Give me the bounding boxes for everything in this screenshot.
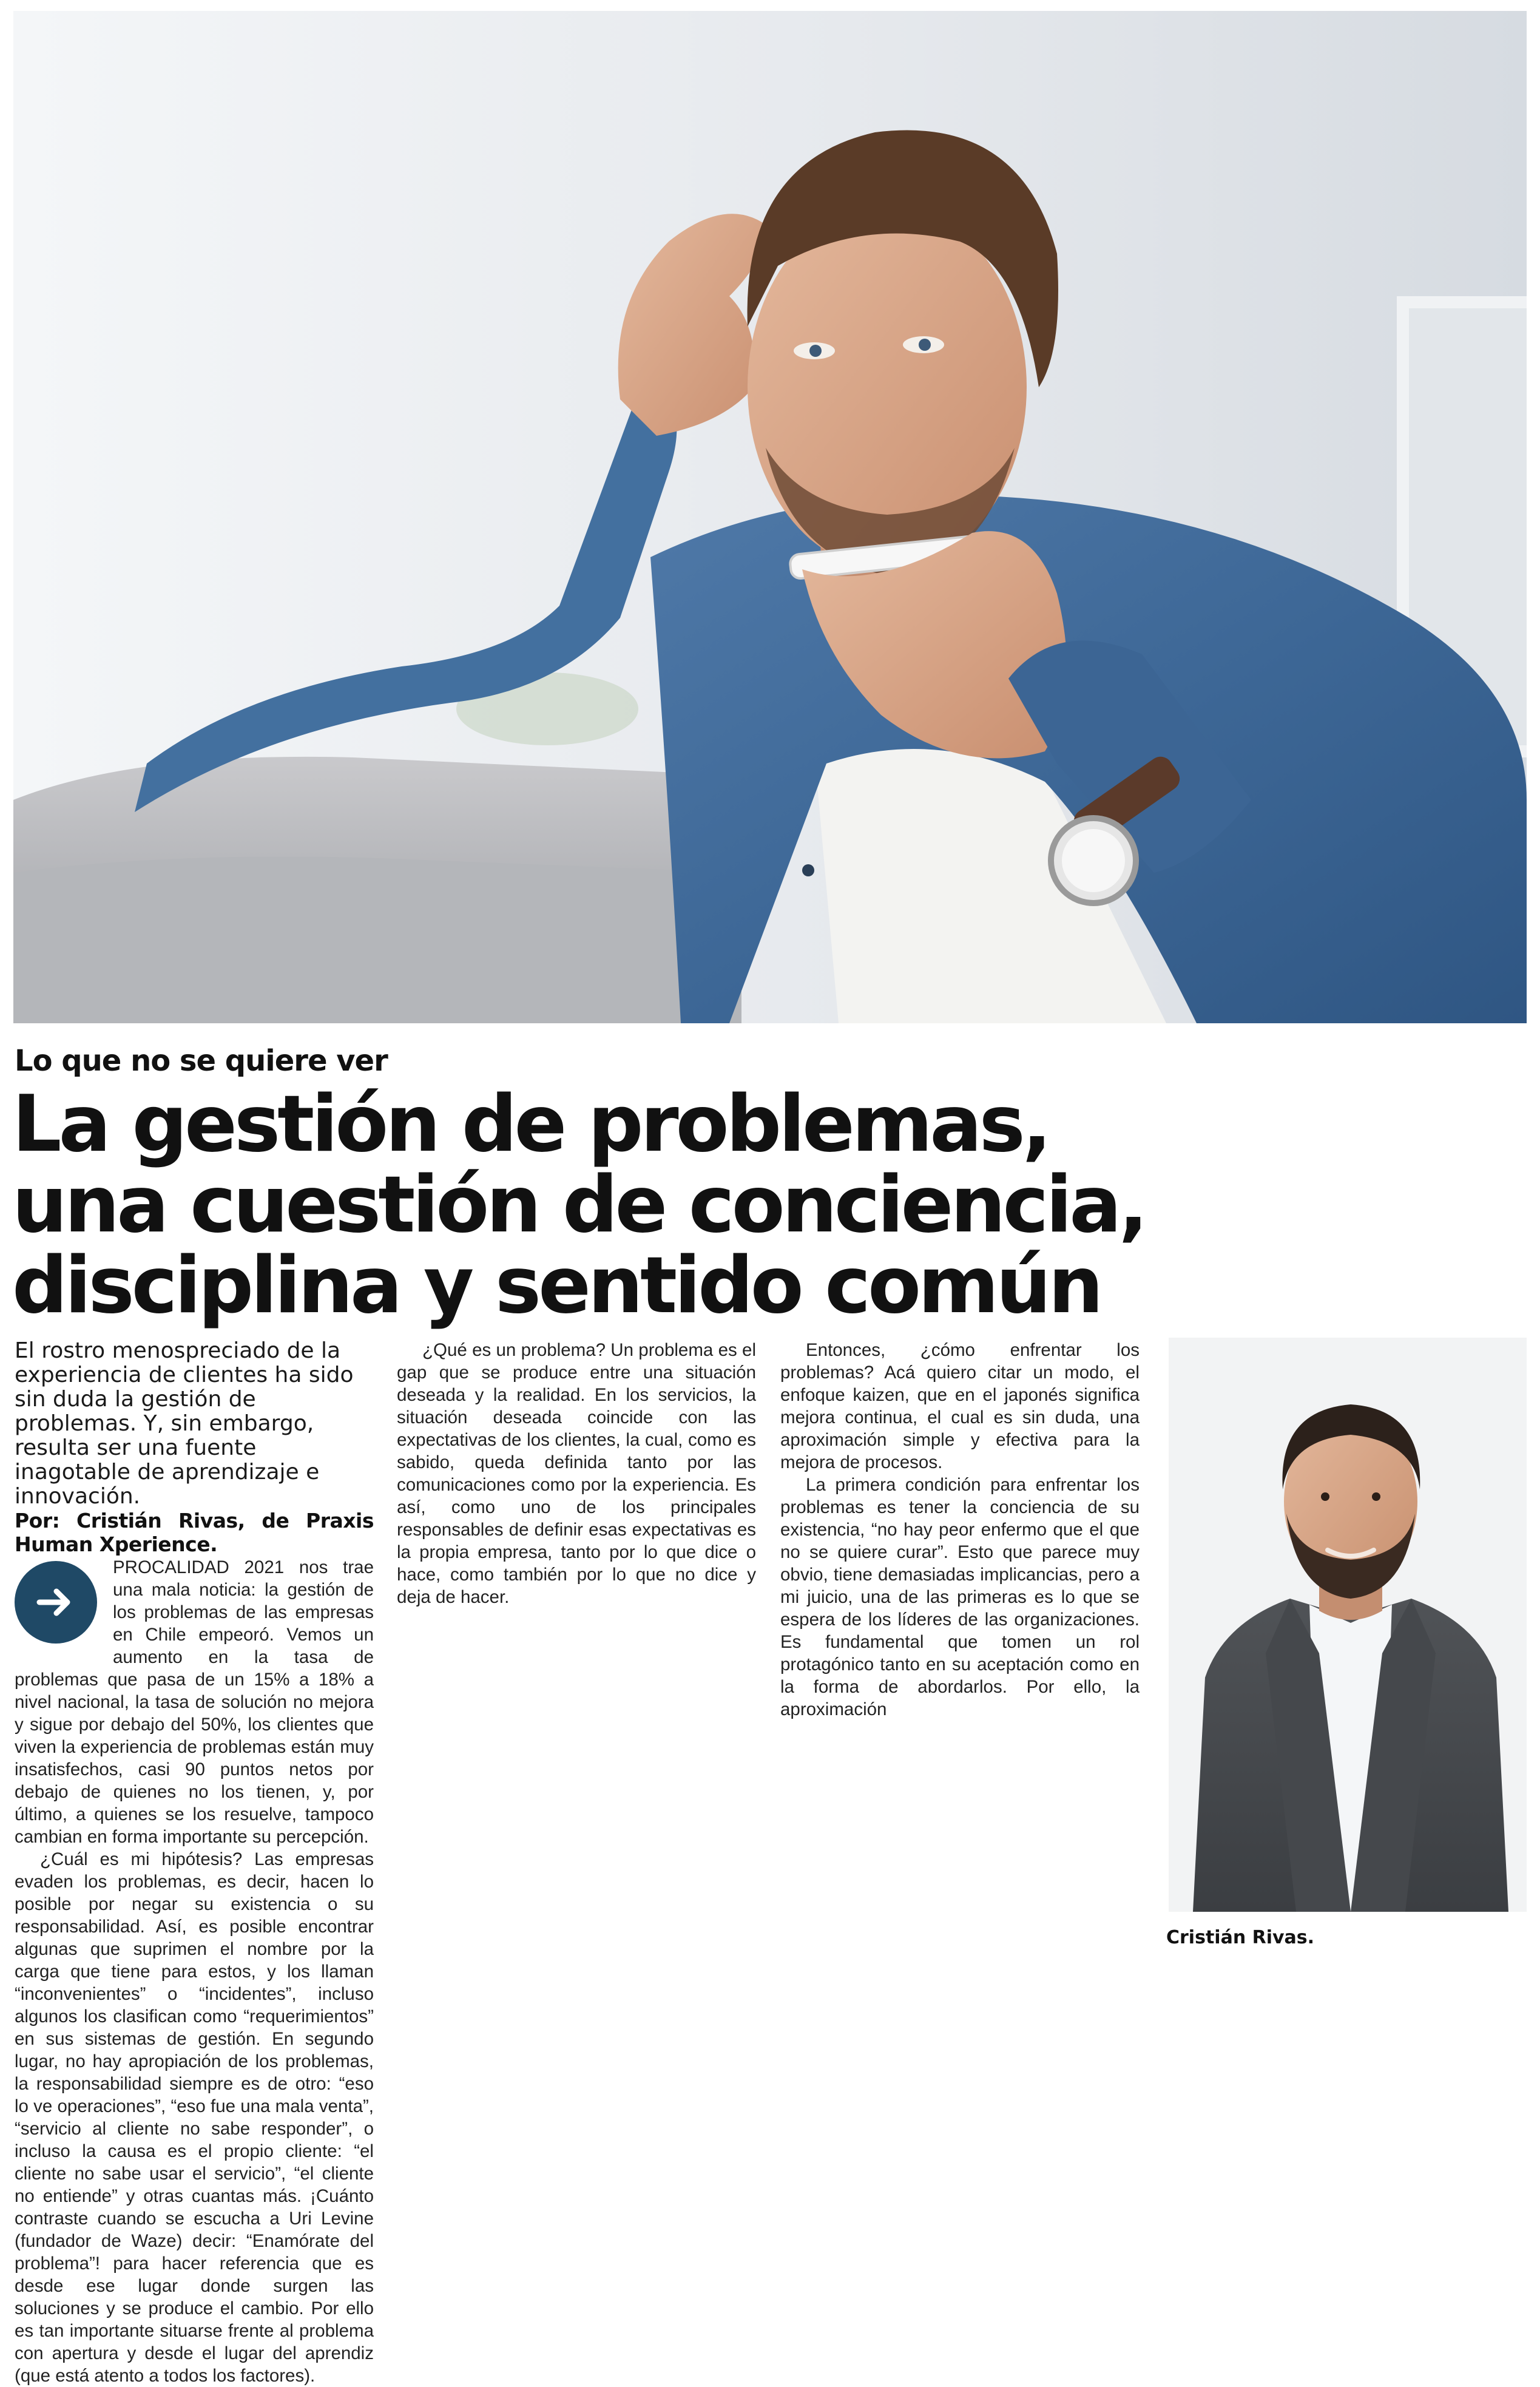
headline-line: La gestión de problemas, — [12, 1079, 1049, 1170]
article-column-2 — [397, 1339, 756, 1953]
article-column-3 — [780, 1339, 1140, 1953]
hero-photo — [13, 11, 1527, 1023]
byline: Por: Cristián Rivas, de Praxis Human Xperience. — [15, 1509, 374, 1556]
arrow-badge — [15, 1561, 97, 1644]
lead-paragraph: El rostro menospreciado de la experiencia de clientes ha sido sin duda la gestión de problemas. Y, sin embargo, resulta ser una fuente inagotable de aprendizaje e innovación. — [15, 1338, 354, 1509]
article-paragraph: Entonces, ¿cómo enfrentar los problemas? Acá quiero citar un modo, el enfoque kaizen, que en el japonés significa mejora continua, el cual es sin duda, una aproximación simple y efectiva para la mejora de procesos. — [780, 1340, 1140, 1472]
man-talking-on-phone-photo — [13, 11, 1527, 1023]
author-photo — [1169, 1338, 1527, 1912]
article-paragraph: La primera condición para enfrentar los problemas es tener la conciencia de su existencia, “no hay peor enfermo que el que no se quiere curar”. Esto que parece muy obvio, tiene demasiadas implicancias, pero a mi juicio, una de las primeras es lo que se espera de los líderes de las organizaciones. Es fundamental que tomen un rol protagónico tanto en su aceptación como en la forma de abordarlos. Por ello, la aproximación — [780, 1475, 1140, 1719]
article-paragraph: ¿Cuál es mi hipótesis? Las empresas evaden los problemas, es decir, hacen lo posible por negar su existencia o su responsabilidad. Así, es posible encontrar algunas que suprimen el nombre por la carga que tiene para estos, y los llaman “inconvenientes” o “incidentes”, incluso algunos los clasifican como “requerimientos” en sus sistemas de gestión. En segundo lugar, no hay apropiación de los problemas, la responsabilidad siempre es de otro: “eso lo ve operaciones”, “eso fue una mala venta”, “servicio al cliente no sabe responder”, o incluso la causa es el propio cliente: “el cliente no sabe usar el servicio”, “el cliente no entiende” y otras cuantas más. ¡Cuánto contraste cuando se escucha a Uri Levine (fundador de Waze) decir: “Enamórate del problema”! para hacer referencia que es desde ese lugar donde surgen las soluciones y se produce el cambio. Por ello es tan importante situarse frente al problema con apertura y desde el lugar del aprendiz (que está atento a todos los factores). — [15, 1849, 374, 2386]
kicker: Lo que no se quiere ver — [15, 1044, 388, 1078]
article-paragraph: ¿Qué es un problema? Un problema es el gap que se produce entre una situación deseada y la realidad. En los servicios, la situación deseada coincide con las expectativas de los clientes, la cual, como es sabido, queda definida tanto por las comunicaciones como por la experiencia. Es así, como uno de los principales responsables de definir esas expectativas es la propia empresa, tanto por lo que dice o hace, como también por lo que no dice y deja de hacer. — [397, 1340, 756, 1607]
author-portrait-photo — [1169, 1338, 1527, 1912]
article-paragraph: PROCALIDAD 2021 nos trae una mala noticia: la gestión de los problemas de las empresas en Chile empeoró. Vemos un aumento en la tasa de problemas que pasa de un 15% a 18% a nivel nacional, la tasa de solución no mejora y sigue por debajo del 50%, los clientes que viven la experiencia de problemas están muy insatisfechos, casi 90 puntos netos por debajo de quienes no los tienen, y, por último, a quienes se los resuelve, tampoco cambian en forma importante su percepción. — [15, 1557, 374, 1847]
photo-caption: Cristián Rivas. — [1166, 1927, 1315, 1948]
headline-line: disciplina y sentido común — [12, 1241, 1101, 1331]
headline — [12, 1079, 1214, 1331]
article-column-1 — [15, 1338, 374, 2386]
headline-line: una cuestión de conciencia, — [12, 1160, 1146, 1250]
arrow-right-icon — [35, 1581, 77, 1623]
